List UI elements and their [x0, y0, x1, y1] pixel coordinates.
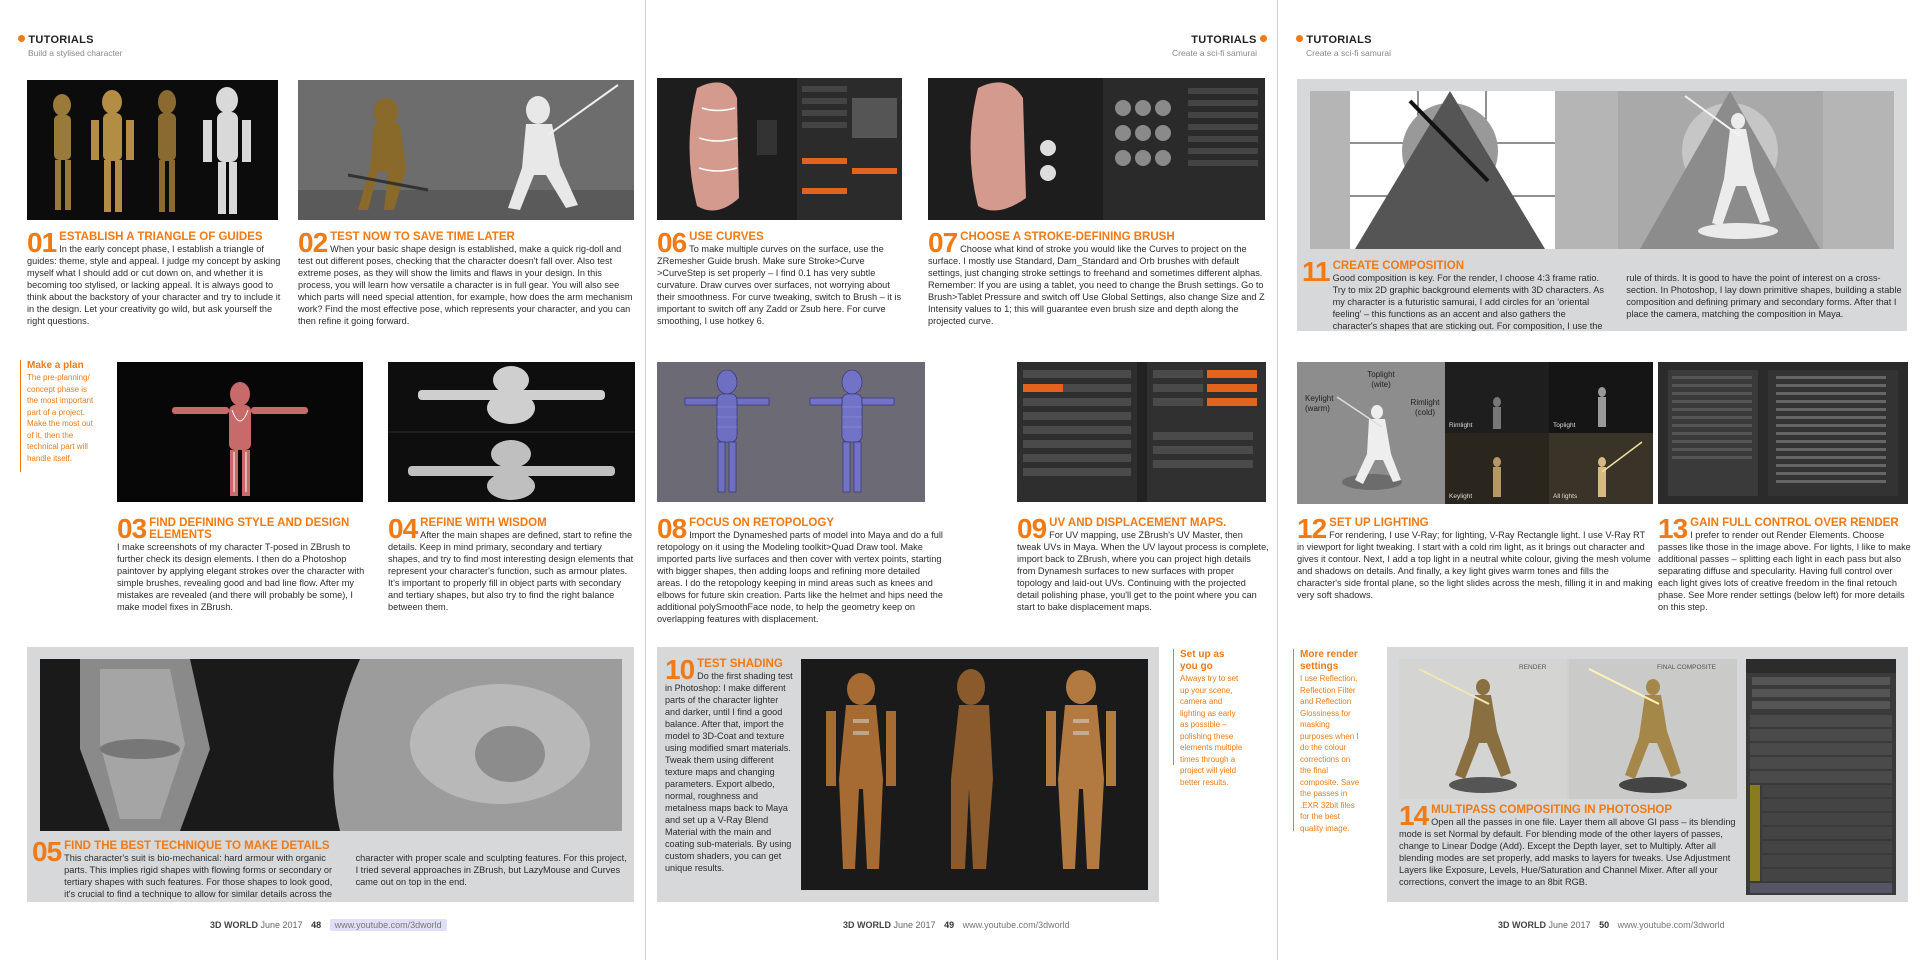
- step-body: This character's suit is bio-mechanical: hard armour with organic parts. This implies rigid shapes with flowing forms or secondary or tertiary shapes with such features. For those shapes to look good, it's crucial to find a technique to allow for similar details across the character with proper scale and sculpting features. For this project, I tried several approaches in ZBrush, but LazyMouse and Curves came out on top in the end.: [64, 853, 627, 899]
- final-composite-label: FINAL COMPOSITE: [1657, 664, 1716, 671]
- bullet-dot: [1260, 35, 1267, 42]
- section-title: TUTORIALS: [1306, 34, 1372, 46]
- step-body: In the early concept phase, I establish a triangle of guides: theme, style and appeal. I judge my concept by asking myself what I should add or cut down on, and whether it is becoming too stylised, or lacking appeal. It is always good to think about the backstory of your character and try to include it in the design. Let your creativity go wild, but ask yourself the right questions.: [27, 244, 281, 326]
- step-14-panel: [1387, 647, 1908, 902]
- page-50: [1278, 0, 1920, 960]
- footer-url-link[interactable]: www.youtube.com/3dworld: [962, 920, 1070, 930]
- step-body: Do the first shading test in Photoshop: I make different parts of the character lighter and darker, until I find a good balance. After that, import the model to 3D-Coat and texture using modified smart materials. Tweak them using different texture maps and changing parameters. Export albedo, normal, roughness and metalness maps back to Maya and set up a V-Ray Blend Material with the main and coating sub-materials. By using custom shaders, you can get unique results.: [665, 671, 793, 873]
- render-label: RENDER: [1519, 664, 1547, 671]
- step-08: [657, 513, 947, 625]
- page-footer: [210, 920, 447, 930]
- sidebar-body: I use Reflection, Reflection Filter and Reflection Glossiness for masking purposes when I do the colour corrections on the final composite. Save the passes in .EXR 32bit files for the best quality image.: [1300, 674, 1360, 833]
- step-title: CREATE COMPOSITION: [1332, 260, 1465, 272]
- bullet-dot: [18, 35, 25, 42]
- brush-palette-image: [928, 78, 1265, 220]
- step-title: FIND THE BEST TECHNIQUE TO MAKE DETAILS: [64, 840, 330, 852]
- step-number: 06: [657, 227, 687, 258]
- step-number: 10: [665, 654, 695, 685]
- section-subtitle: Create a sci-fi samurai: [1171, 48, 1257, 58]
- footer-page-number: 50: [1599, 920, 1610, 930]
- sidebar-heading: More render settings: [1300, 649, 1358, 672]
- section-subtitle: Build a stylised character: [28, 48, 123, 58]
- zbrush-curves-image: [657, 78, 902, 220]
- step-13: [1658, 513, 1913, 613]
- step-05: [32, 836, 629, 900]
- page-49: [646, 0, 1278, 960]
- step-10: [665, 654, 793, 874]
- page-header: [1172, 34, 1267, 58]
- step-11: [1302, 256, 1902, 332]
- step-number: 07: [928, 227, 958, 258]
- step-number: 02: [298, 227, 328, 258]
- footer-page-number: 48: [311, 920, 322, 930]
- step-number: 14: [1399, 800, 1429, 831]
- page-header: [1296, 34, 1391, 58]
- concept-figures-image: [27, 80, 278, 220]
- light-label-rimlight: Rimlight (cold): [1410, 398, 1440, 417]
- step-06: [657, 227, 907, 327]
- step-number: 04: [388, 513, 418, 544]
- step-title: FIND DEFINING STYLE AND DESIGN ELEMENTS: [149, 517, 350, 541]
- step-title: UV AND DISPLACEMENT MAPS.: [1049, 517, 1227, 529]
- retopology-image: [657, 362, 925, 502]
- step-title: SET UP LIGHTING: [1329, 517, 1429, 529]
- composition-image: [1310, 91, 1894, 249]
- section-title: TUTORIALS: [28, 34, 94, 46]
- step-14: [1399, 800, 1741, 888]
- step-number: 01: [27, 227, 57, 258]
- step-number: 09: [1017, 513, 1047, 544]
- step-title: GAIN FULL CONTROL OVER RENDER: [1690, 517, 1899, 529]
- refine-details-image: [388, 362, 635, 502]
- step-body: I make screenshots of my character T-posed in ZBrush to further check its design elements. I then do a Photoshop paintover by applying elegant strokes over the character with simple brushes, revealing good and bad line flow. After my mistakes are revealed (and there will probably be some), I make model fixes in ZBrush.: [117, 542, 365, 612]
- sidebar-body: Always try to set up your scene, camera and lighting as early as possible – polishing these elements multiple times through a project will yield better results.: [1180, 674, 1243, 787]
- step-12: [1297, 513, 1653, 601]
- sidebar-heading: Set up as you go: [1180, 649, 1225, 672]
- sidebar-heading: Make a plan: [27, 360, 84, 371]
- render-elements-image: [1658, 362, 1908, 504]
- footer-url-link[interactable]: www.youtube.com/3dworld: [330, 919, 447, 931]
- step-04: [388, 513, 636, 613]
- light-label-toplight: Toplight (wite): [1367, 370, 1395, 389]
- light-label-keylight: Keylight (warm): [1305, 394, 1334, 413]
- render-vs-composite-image: [1399, 659, 1737, 799]
- footer-brand: 3D WORLD: [210, 920, 258, 930]
- footer-brand: 3D WORLD: [1498, 920, 1546, 930]
- step-number: 13: [1658, 513, 1688, 544]
- step-number: 11: [1302, 256, 1330, 287]
- step-number: 03: [117, 513, 147, 544]
- step-body: After the main shapes are defined, start to refine the details. Keep in mind primary, secondary and tertiary shapes, and try to find most interesting design elements that represent your character's function, such as armour plates. It's important to properly fill in object parts with secondary and tertiary shapes, but also try to find the right balance between them.: [388, 530, 634, 612]
- step-number: 08: [657, 513, 687, 544]
- step-title: ESTABLISH A TRIANGLE OF GUIDES: [59, 231, 263, 243]
- uv-master-panel-image: [1017, 362, 1266, 502]
- step-body: Open all the passes in one file. Layer them all above GI pass – its blending mode is set Normal by default. For blending mode of the other layers of passes, change to Linear Dodge (Add). Except the Depth layer, set to Multiply. After all blending modes are set properly, add masks to layers for tweaks. Use Adjustment Layers like Exposure, Levels, Hue/Saturation and Channel Mixer. After all your corrections, convert the image to an 8bit RGB.: [1399, 817, 1736, 887]
- step-body: To make multiple curves on the surface, use the ZRemesher Guide brush. Make sure Stroke>Curve >CurveStep is set properly – I find 0.1 has very subtle curvature. Draw curves over surfaces, not worrying about their smoothness. For curve tweaking, switch to Brush – it is important to switch off any Zadd or Zsub here. For curve smoothing, I use hotkey 6.: [657, 244, 902, 326]
- light-label-all-pass: All lights: [1553, 493, 1578, 500]
- sidebar-body: The pre-planning/ concept phase is the most important part of a project. Make the most out of it, then the technical part will handle itself.: [27, 373, 94, 463]
- step-05-panel: [27, 647, 634, 902]
- step-03: [117, 513, 365, 613]
- step-title: TEST NOW TO SAVE TIME LATER: [330, 231, 515, 243]
- lighting-setup-image: [1297, 362, 1653, 504]
- section-subtitle: Create a sci-fi samurai: [1306, 48, 1392, 58]
- tpose-paintover-image: [117, 362, 363, 502]
- step-body: I prefer to render out Render Elements. Choose passes like those in the image above. For lights, I like to make additional passes – splitting each light in each pass but also separating diffuse and specularity. Having full control over each light gives lots of creative freedom in the final retouch phase. See More render settings (below left) for more details on this step.: [1658, 530, 1911, 612]
- step-title: TEST SHADING: [697, 658, 783, 670]
- step-number: 05: [32, 836, 62, 867]
- light-label-top-pass: Toplight: [1553, 422, 1576, 429]
- step-body: Choose what kind of stroke you would like the Curves to project on the surface. I mostly use Standard, Dam_Standard and Orb brushes with default settings, just changing stroke settings to freehand and sometimes different alphas. Remember: If you are using a tablet, you need to change the Brush settings. Go to Brush>Tablet Pressure and switch off Use Global Settings, also change Size and Z Intensity values to 1; this will guarantee even brush size and depth along the projected curve.: [928, 244, 1265, 326]
- footer-page-number: 49: [944, 920, 955, 930]
- step-number: 12: [1297, 513, 1327, 544]
- step-07: [928, 227, 1268, 327]
- sidebar-make-a-plan: [20, 360, 100, 472]
- page-header: [18, 34, 123, 58]
- light-label-rim-pass: Rimlight: [1449, 422, 1473, 429]
- step-body: When your basic shape design is established, make a quick rig-doll and test out different poses, checking that the character doesn't fall over. Also test extreme poses, as they will show the limits and flaws in your design. In this process, you will learn how versatile a character is in full gear. You will also see which parts will need special attention, for example, how does the arm mechanism work? Find the most effective pose, which represents your character, and you can then refine it going forward.: [298, 244, 633, 326]
- step-02: [298, 227, 636, 327]
- sidebar-more-render-settings: [1293, 649, 1363, 831]
- light-label-key-pass: Keylight: [1449, 493, 1473, 500]
- pose-test-image: [298, 80, 634, 220]
- sidebar-set-up-as-you-go: [1173, 649, 1243, 787]
- page-footer: [843, 920, 1070, 930]
- step-body: For rendering, I use V-Ray; for lighting, V-Ray Rectangle light. I use V-Ray RT in viewport for light tweaking. I start with a cold rim light, as it brings out character and gives it contour. Next, I add a top light in a neutral white colour, giving the mesh volume and shadows on details. And finally, a key light gives warm tones and fills the character's side frontal plane, so the light slides across the mesh, filling it in and making very soft shadows.: [1297, 530, 1653, 600]
- photoshop-layers-panel-image: [1746, 659, 1896, 895]
- step-body: Good composition is key. For the render, I choose 4:3 frame ratio. Try to mix 2D graphic background elements with 3D characters. As my character is a futuristic samurai, I add circles for an 'oriental feeling' – this functions as an accent and also gathers the character's shapes that are sticking out. For composition, I use the rule of thirds. It is good to have the point of interest on a cross-section. In Photoshop, I lay down primitive shapes, building a stable composition and defining primary and secondary forms. After that I place the camera, matching the composition in Maya.: [1332, 273, 1902, 331]
- step-11-panel: [1297, 79, 1907, 331]
- step-body: Import the Dynameshed parts of model into Maya and do a full retopology on it using the Modeling toolkit>Quad Draw tool. Make imported parts live surfaces and then cover with vertex points, starting with bigger shapes, then adding loops and refining more detailed areas. I do the retopology keeping in mind areas such as knees and elbows for future skin creation. Parts like the helmet and hips need the additional polySmoothFace node, to help the geometry keep on overlapping features with displacement.: [657, 530, 943, 624]
- step-title: USE CURVES: [689, 231, 764, 243]
- page-footer: [1498, 920, 1725, 930]
- armour-detail-image: [40, 659, 622, 831]
- step-10-panel: [657, 647, 1159, 902]
- bullet-dot: [1296, 35, 1303, 42]
- footer-date: June 2017: [1548, 920, 1591, 930]
- step-09: [1017, 513, 1269, 613]
- footer-brand: 3D WORLD: [843, 920, 891, 930]
- step-title: REFINE WITH WISDOM: [420, 517, 547, 529]
- step-01: [27, 227, 281, 327]
- shading-test-image: [801, 659, 1148, 890]
- step-body: For UV mapping, use ZBrush's UV Master, then tweak UVs in Maya. When the UV layout process is complete, import back to ZBrush, where you can project high details from Dynamesh surfaces to new surfaces with proper topology and laid-out UVs. Continuing with the projected detail polishing phase, you'll get to the point where you can start to bake displacement maps.: [1017, 530, 1269, 612]
- step-title: FOCUS ON RETOPOLOGY: [689, 517, 834, 529]
- page-48: [0, 0, 646, 960]
- footer-url-link[interactable]: www.youtube.com/3dworld: [1617, 920, 1725, 930]
- footer-date: June 2017: [260, 920, 303, 930]
- step-title: MULTIPASS COMPOSITING IN PHOTOSHOP: [1431, 804, 1673, 816]
- section-title: TUTORIALS: [1191, 34, 1257, 46]
- step-title: CHOOSE A STROKE-DEFINING BRUSH: [960, 231, 1175, 243]
- footer-date: June 2017: [893, 920, 936, 930]
